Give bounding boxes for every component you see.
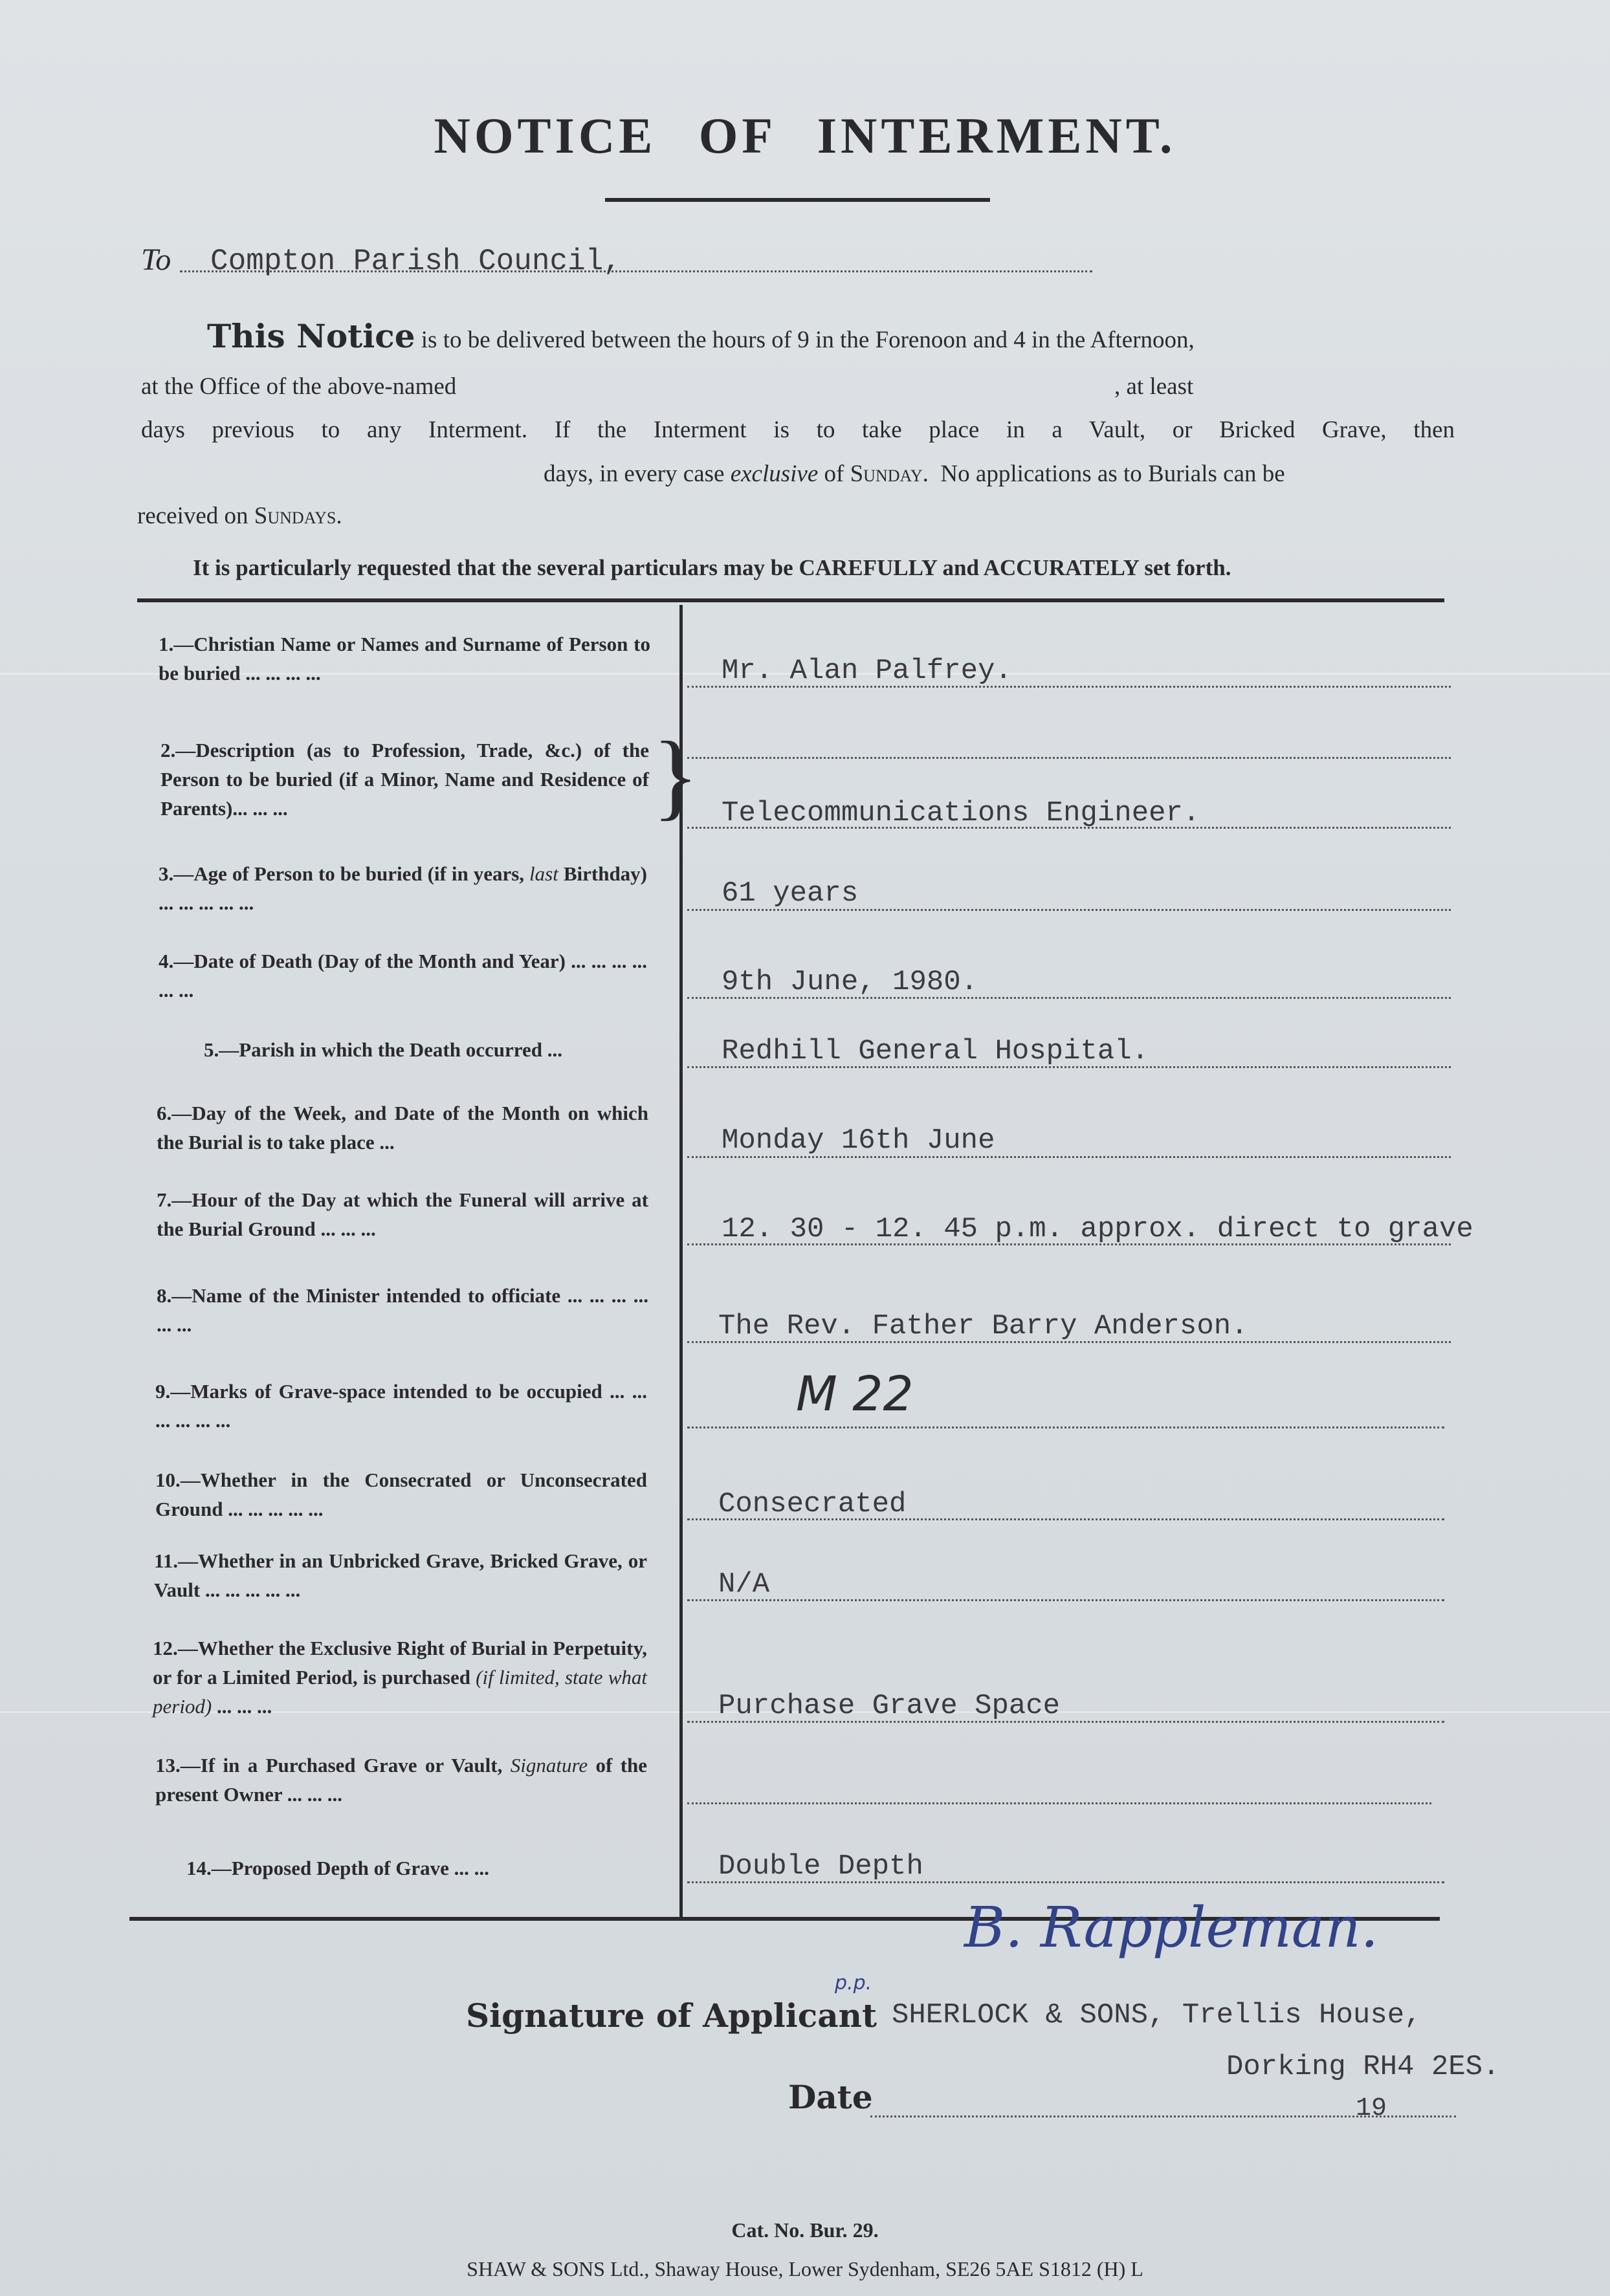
pp-mark: p.p.: [835, 1972, 872, 1995]
answer-10: Consecrated: [718, 1488, 907, 1520]
question-7: 7.—Hour of the Day at which the Funeral will arrive at the Burial Ground ... ... ...: [157, 1188, 648, 1240]
question-14: 14.—Proposed Depth of Grave ... ...: [186, 1857, 489, 1879]
question-11: 11.—Whether in an Unbricked Grave, Bricked Grave, or Vault ... ... ... ... ...: [154, 1549, 647, 1601]
answer-8: The Rev. Father Barry Anderson.: [718, 1310, 1248, 1342]
answer-line: [687, 1802, 1431, 1804]
brace: }: [652, 722, 699, 829]
answer-line: [687, 1599, 1444, 1601]
question-13: [155, 1751, 647, 1809]
answer-line: [687, 757, 1451, 759]
addressee-value: Compton Parish Council,: [210, 245, 621, 278]
question-6: 6.—Day of the Week, and Date of the Month on which the Burial is to take place ...: [157, 1102, 648, 1153]
intro-line-4: [544, 460, 1285, 488]
answer-5: Redhill General Hospital.: [722, 1035, 1149, 1067]
request-note: It is particularly requested that the several particulars may be CAREFULLY and ACCURATELY set forth.: [193, 555, 1231, 580]
applicant-typed-line-2: Dorking RH4 2ES.: [1226, 2051, 1500, 2083]
intro-line-5: [137, 502, 342, 530]
answer-6: Monday 16th June: [722, 1124, 995, 1157]
question-3-b: last: [529, 862, 558, 885]
addressee-label: To: [141, 243, 171, 277]
intro-line-2a: at the Office of the above-named: [141, 373, 457, 400]
answer-2: Telecommunications Engineer.: [722, 797, 1200, 829]
question-13-a: 13.—If in a Purchased Grave or Vault,: [155, 1754, 503, 1777]
question-3-c: Birthday) ... ... ... ... ...: [159, 862, 648, 914]
printer-imprint: SHAW & SONS Ltd., Shaway House, Lower Sydenham, SE26 5AE S1812 (H) L: [467, 2257, 1143, 2280]
answer-12: Purchase Grave Space: [718, 1690, 1061, 1722]
signature-label: Signature of Applicant: [466, 1996, 877, 2035]
question-12: [153, 1634, 647, 1721]
question-13-b: Signature: [510, 1754, 588, 1777]
answer-7: 12. 30 - 12. 45 p.m. approx. direct to grave: [722, 1213, 1473, 1245]
answer-line: [687, 1427, 1444, 1428]
intro-line-5b: Sundays.: [254, 503, 342, 529]
answer-11: N/A: [718, 1568, 770, 1601]
intro-line-4e: No applications as to Burials can be: [940, 461, 1285, 487]
answer-14: Double Depth: [718, 1850, 923, 1883]
question-3-a: 3.—Age of Person to be buried (if in years,: [159, 862, 525, 885]
question-5: 5.—Parish in which the Death occurred ...: [204, 1038, 562, 1061]
question-10: 10.—Whether in the Consecrated or Unconsecrated Ground ... ... ... ... ...: [155, 1469, 647, 1520]
intro-line-2b: , at least: [1114, 373, 1194, 400]
date-label: Date: [788, 2078, 873, 2116]
question-4: 4.—Date of Death (Day of the Month and Year) ... ... ... ... ... ...: [159, 950, 647, 1001]
question-12-b: (if limited, state what period): [153, 1666, 647, 1718]
document-title: NOTICE OF INTERMENT.: [434, 107, 1176, 164]
intro-line-1: [207, 317, 1456, 355]
intro-line-4b: exclusive: [730, 461, 819, 487]
table-top-rule: [137, 598, 1444, 602]
question-3: [159, 859, 647, 917]
question-2: 2.—Description (as to Profession, Trade, &c.) of the Person to be buried (if a Minor, Name and Residence of Parents)... ... ...: [160, 739, 649, 820]
answer-1: Mr. Alan Palfrey.: [722, 655, 1012, 687]
intro-lead: This Notice: [207, 317, 415, 355]
answer-9-handwritten: M 22: [796, 1366, 914, 1422]
question-9: 9.—Marks of Grave-space intended to be occupied ... ... ... ... ... ...: [155, 1380, 647, 1432]
question-12-c: ... ... ...: [217, 1695, 272, 1718]
date-year-prefix: 19: [1356, 2094, 1387, 2123]
question-12-a: 12.—Whether the Exclusive Right of Burial in Perpetuity, or for a Limited Period, is purchased: [153, 1637, 647, 1689]
intro-line-1-text: is to be delivered between the hours of 9 in the Forenoon and 4 in the Afternoon,: [421, 327, 1195, 353]
catalogue-number: Cat. No. Bur. 29.: [731, 2218, 879, 2242]
answer-3: 61 years: [722, 877, 859, 910]
intro-line-4d: Sunday.: [850, 461, 929, 487]
intro-line-5a: received on: [137, 503, 248, 529]
applicant-typed-line-1: SHERLOCK & SONS, Trellis House,: [892, 1999, 1422, 2031]
title-underline: [605, 198, 990, 202]
answer-4: 9th June, 1980.: [722, 966, 978, 998]
question-13-c: of the present Owner ... ... ...: [155, 1754, 648, 1806]
intro-line-4c: of: [824, 461, 844, 487]
question-1: 1.—Christian Name or Names and Surname of Person to be buried ... ... ... ...: [159, 633, 650, 684]
intro-line-3: days previous to any Interment. If the Interment is to take place in a Vault, or Bricked Grave, then: [141, 417, 1455, 443]
applicant-signature-handwritten: B. Rappleman.: [964, 1896, 1378, 1960]
question-8: 8.—Name of the Minister intended to officiate ... ... ... ... ... ...: [157, 1284, 648, 1336]
intro-line-4a: days, in every case: [544, 461, 725, 487]
